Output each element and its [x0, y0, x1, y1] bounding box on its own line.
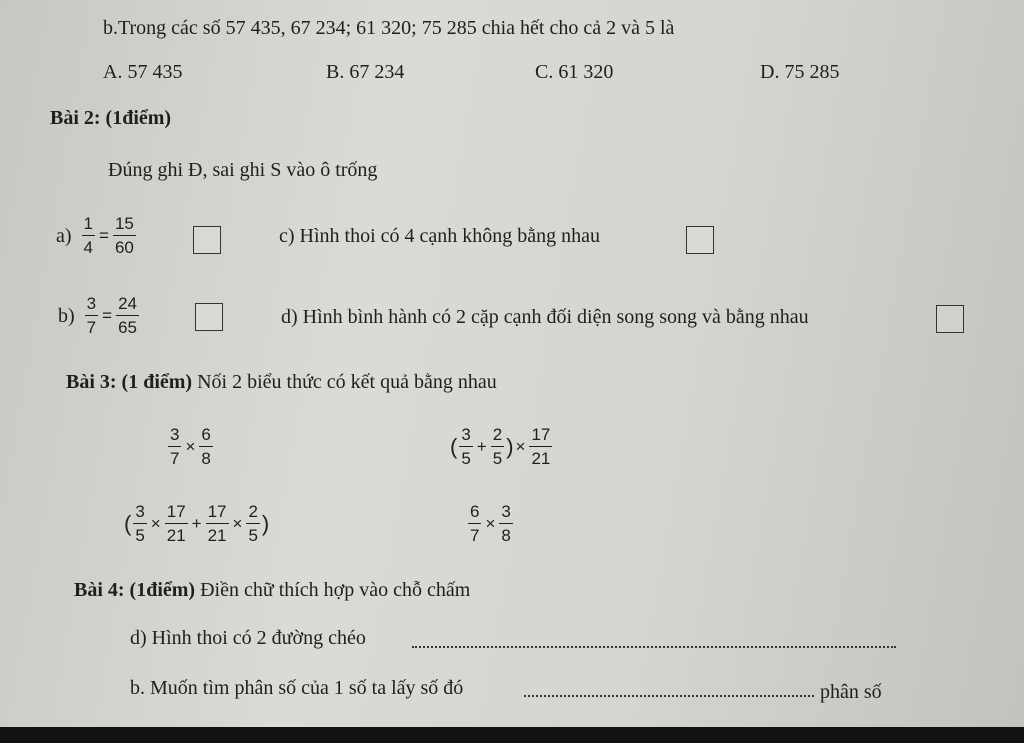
question-b-text: b.Trong các số 57 435, 67 234; 61 320; 75 285 chia hết cho cả 2 và 5 là — [103, 17, 675, 39]
fraction: $\frac{3}{7}$ — [86, 294, 97, 337]
bai4-item-b-end: phân số — [820, 681, 882, 703]
answer-box-a[interactable] — [193, 226, 221, 254]
answer-box-c[interactable] — [686, 226, 714, 254]
fraction: $\frac{17}{21}$ — [207, 502, 227, 545]
fraction: $\frac{24}{65}$ — [118, 294, 137, 337]
option-c: C. 61 320 — [535, 61, 614, 83]
answer-line-b[interactable] — [524, 695, 814, 697]
bottom-edge — [0, 727, 1024, 743]
bai2-item-d: d) Hình bình hành có 2 cặp cạnh đối diện song song và bằng nhau — [281, 306, 809, 328]
fraction: $\frac{17}{21}$ — [531, 425, 551, 468]
fraction: $\frac{3}{7}$ — [170, 425, 180, 468]
fraction: $\frac{2}{5}$ — [248, 502, 258, 545]
bai2-item-a — [56, 214, 138, 257]
fraction: $\frac{3}{5}$ — [461, 425, 471, 468]
bai2-title: Bài 2: (1điểm) — [50, 107, 172, 129]
item-a-label: a) — [56, 224, 72, 247]
fraction: $\frac{6}{8}$ — [201, 425, 211, 468]
bai2-item-c: c) Hình thoi có 4 cạnh không bằng nhau — [279, 225, 601, 247]
fraction: $\frac{3}{5}$ — [135, 502, 145, 545]
item-b-label: b) — [58, 304, 75, 327]
equals-sign: = — [99, 225, 109, 245]
bai2-instruction: Đúng ghi Đ, sai ghi S vào ô trống — [108, 159, 378, 181]
bai3-expression-2[interactable]: ( $\frac{3}{5}$ + $\frac{2}{5}$ ) × $\frac{17}{21}$ — [450, 425, 554, 468]
bai4-item-b: b. Muốn tìm phân số của 1 số ta lấy số đó — [130, 677, 464, 699]
fraction: $\frac{15}{60}$ — [114, 214, 134, 257]
bai3-title: Bài 3: (1 điểm) Nối 2 biểu thức có kết quả bằng nhau — [66, 371, 497, 393]
bai2-item-b — [58, 294, 141, 337]
bai4-item-d: d) Hình thoi có 2 đường chéo — [130, 627, 366, 649]
bai4-title: Bài 4: (1điểm) Điền chữ thích hợp vào chỗ chấm — [74, 579, 471, 601]
option-b: B. 67 234 — [326, 61, 405, 83]
answer-line-d[interactable] — [412, 646, 896, 648]
fraction: $\frac{1}{4}$ — [83, 214, 94, 257]
bai3-expression-4[interactable]: $\frac{6}{7}$ × $\frac{3}{8}$ — [466, 502, 515, 545]
option-d: D. 75 285 — [760, 61, 840, 83]
option-a: A. 57 435 — [103, 61, 183, 83]
bai3-expression-3[interactable]: ( $\frac{3}{5}$ × $\frac{17}{21}$ + $\frac{17}{21}$ × $\frac{2}{5}$ ) — [124, 502, 270, 545]
bai3-expression-1[interactable]: $\frac{3}{7}$ × $\frac{6}{8}$ — [166, 425, 215, 468]
fraction: $\frac{3}{8}$ — [501, 502, 511, 545]
fraction: $\frac{6}{7}$ — [470, 502, 480, 545]
fraction: $\frac{17}{21}$ — [166, 502, 186, 545]
equals-sign: = — [102, 305, 113, 325]
answer-box-d[interactable] — [936, 305, 964, 333]
answer-box-b[interactable] — [195, 303, 223, 331]
fraction: $\frac{2}{5}$ — [492, 425, 503, 468]
